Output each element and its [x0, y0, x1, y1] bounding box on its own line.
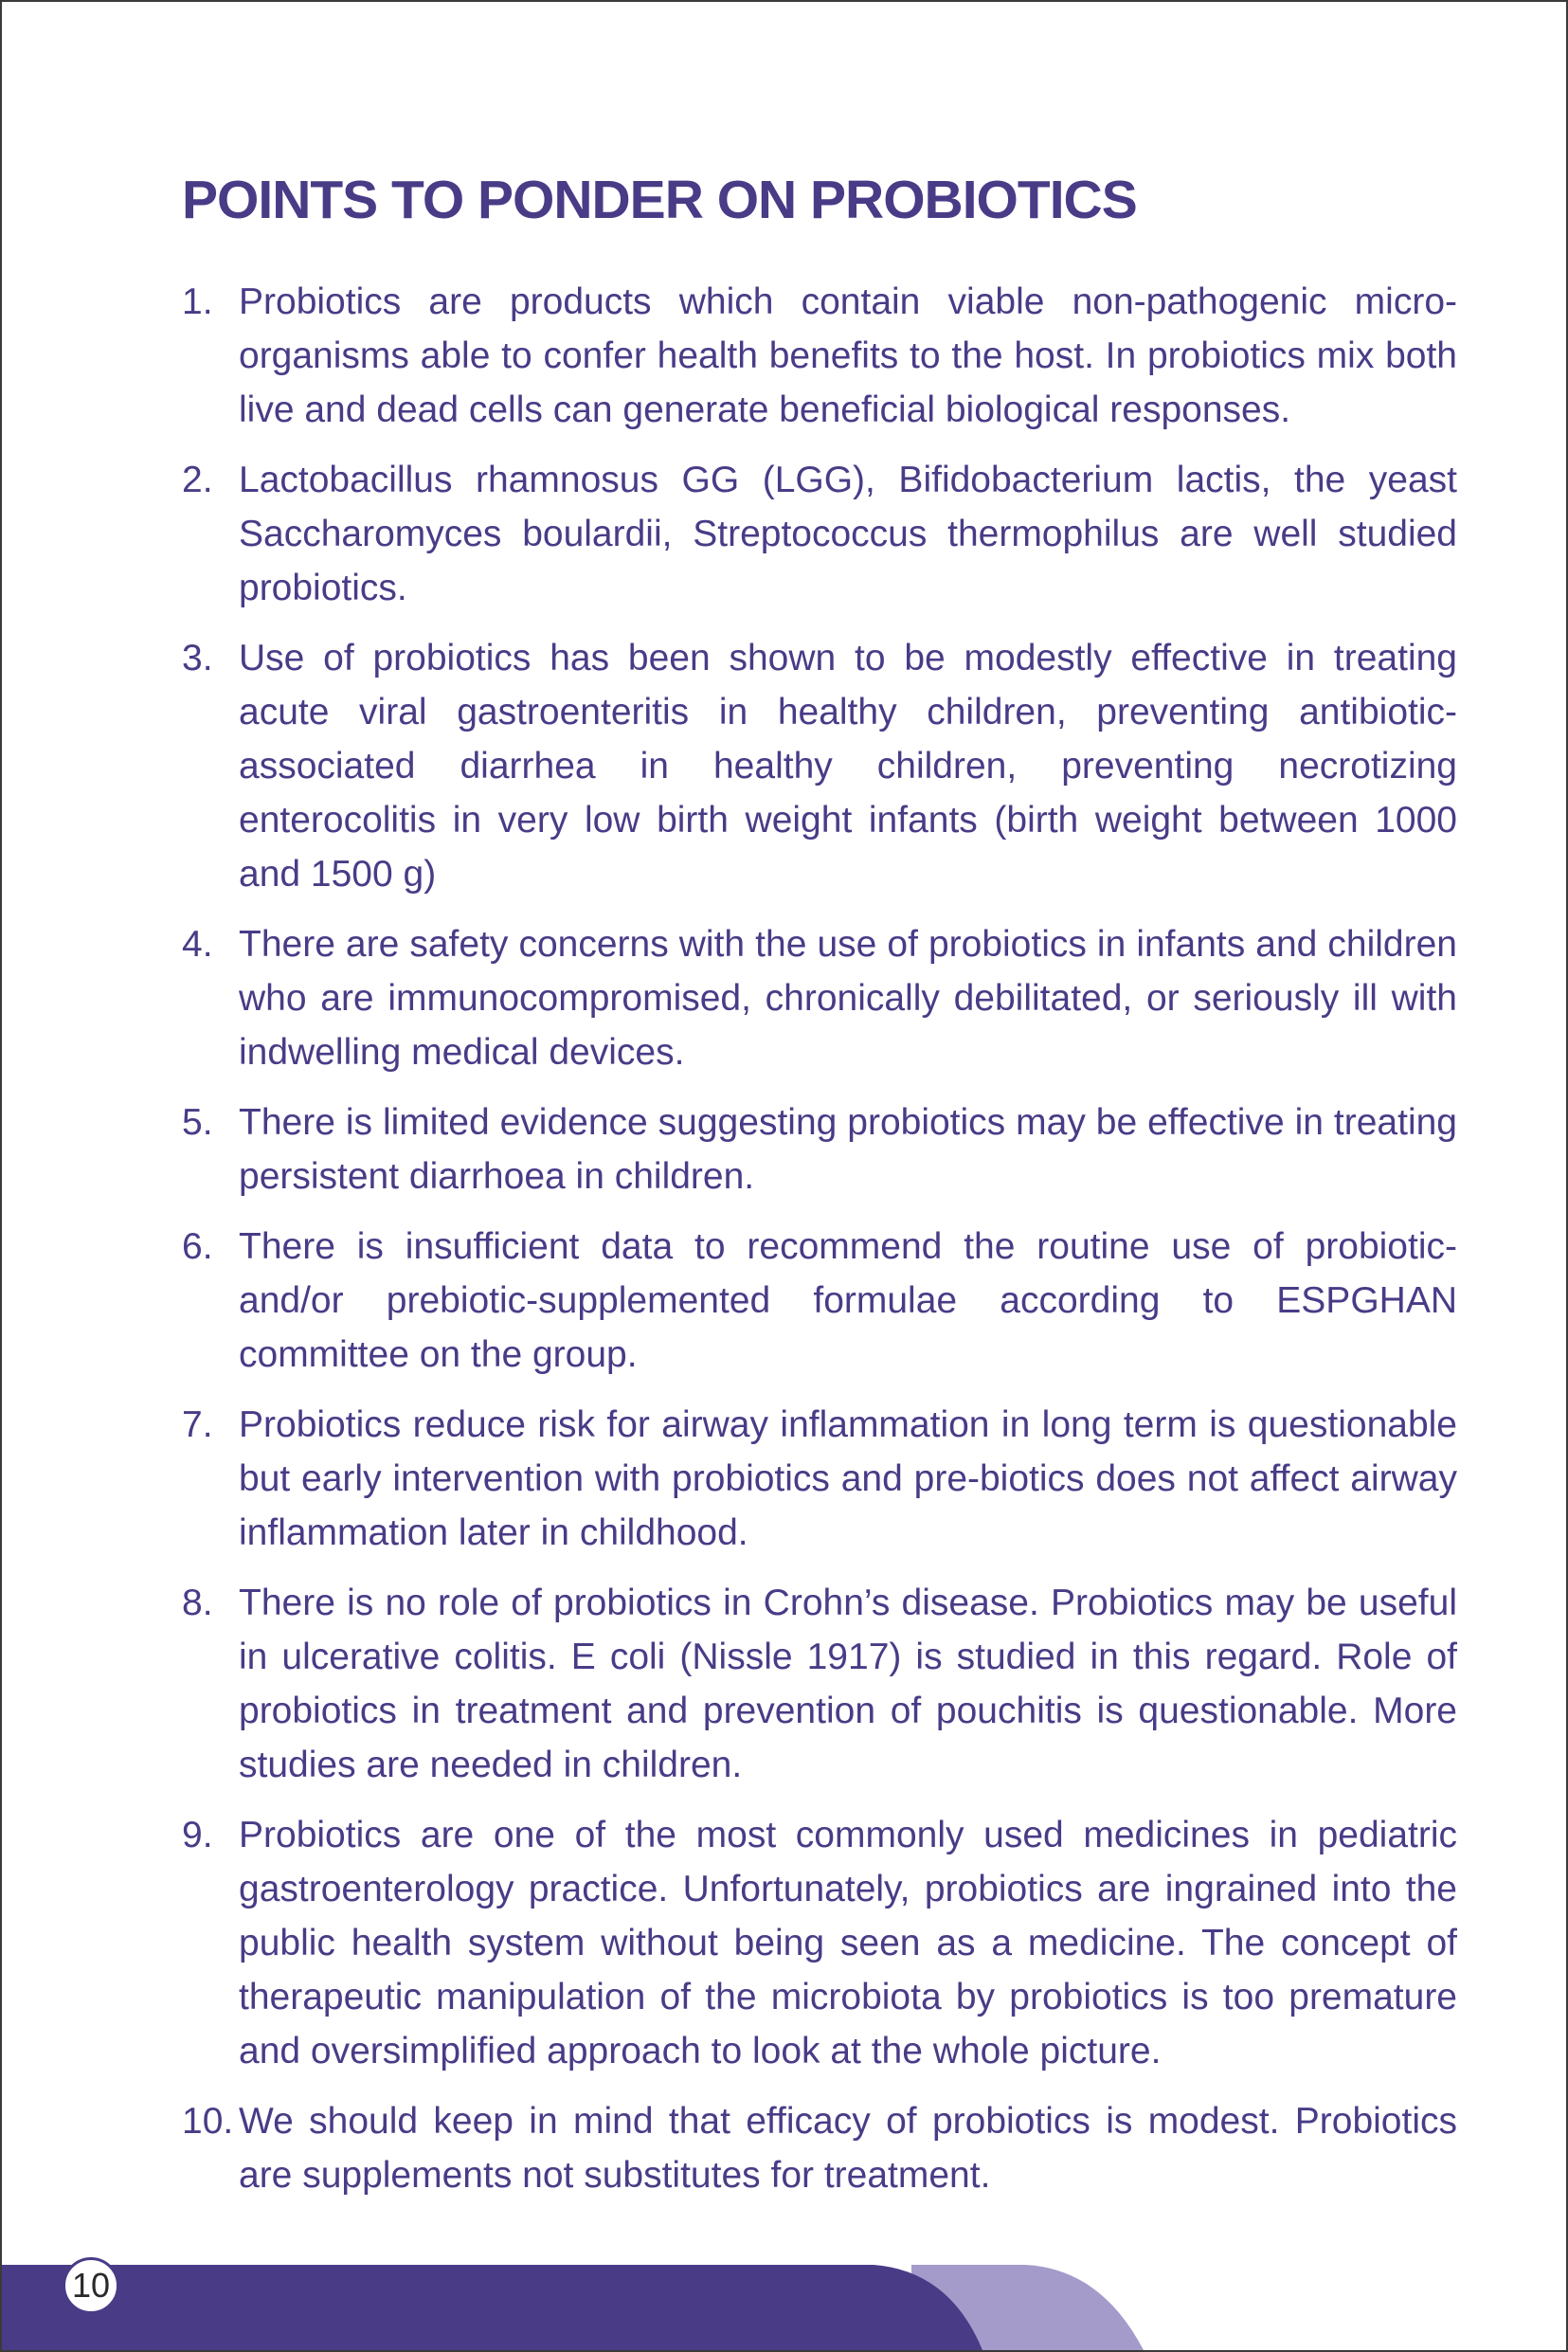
- page-title: POINTS TO PONDER ON PROBIOTICS: [182, 170, 1137, 230]
- list-item-text: There is insufficient data to recommend the routine use of probiotic- and/or prebiotic-supplemented formulae according to ESPGHAN committee on the group.: [239, 1226, 1457, 1375]
- list-item: [182, 631, 1457, 901]
- list-item-text: We should keep in mind that efficacy of probiotics is modest. Probiotics are supplements not substitutes for treatment.: [239, 2101, 1457, 2196]
- list-item-number: 3.: [182, 638, 213, 678]
- list-item-number: 7.: [182, 1404, 213, 1445]
- list-item-number: 5.: [182, 1102, 213, 1143]
- list-item: [182, 2094, 1457, 2202]
- points-list: [182, 275, 1457, 2218]
- list-item-number: 2.: [182, 460, 213, 500]
- list-item: [182, 917, 1457, 1079]
- list-item-text: There is no role of probiotics in Crohn’s disease. Probiotics may be useful in ulcerative colitis. E coli (Nissle 1917) is studied in this regard. Role of probiotics in treatment and prevention of pouchitis is questionable. More studies are needed in children.: [239, 1583, 1457, 1785]
- footer-band-dark-wave: [2, 2265, 982, 2350]
- list-item: [182, 275, 1457, 437]
- footer-band: [2, 2265, 1568, 2350]
- list-item-text: Probiotics are one of the most commonly used medicines in pediatric gastroenterology practice. Unfortunately, probiotics are ingrained into the public health system without being seen as a medicine. The concept of therapeutic manipulation of the microbiota by probiotics is too premature and oversimplified approach to look at the whole picture.: [239, 1815, 1457, 2072]
- list-item-text: Probiotics reduce risk for airway inflammation in long term is questionable but early intervention with probiotics and pre-biotics does not affect airway inflammation later in childhood.: [239, 1404, 1457, 1553]
- list-item-number: 1.: [182, 281, 213, 322]
- list-item: [182, 1576, 1457, 1792]
- page-number-badge: 10: [63, 2257, 119, 2314]
- list-item-text: Use of probiotics has been shown to be modestly effective in treating acute viral gastroenteritis in healthy children, preventing antibiotic-associated diarrhea in healthy children, preventing necrotizing enterocolitis in very low birth weight infants (birth weight between 1000 and 1500 g): [239, 638, 1457, 895]
- list-item-number: 10.: [182, 2101, 234, 2142]
- list-item-text: Lactobacillus rhamnosus GG (LGG), Bifidobacterium lactis, the yeast Saccharomyces boulardii, Streptococcus thermophilus are well studied probiotics.: [239, 460, 1457, 608]
- list-item: [182, 453, 1457, 615]
- list-item: [182, 1220, 1457, 1382]
- list-item-number: 4.: [182, 924, 213, 965]
- list-item-text: Probiotics are products which contain viable non-pathogenic micro-organisms able to confer health benefits to the host. In probiotics mix both live and dead cells can generate beneficial biological responses.: [239, 281, 1457, 430]
- list-item: [182, 1808, 1457, 2078]
- list-item: [182, 1398, 1457, 1560]
- list-item-number: 6.: [182, 1226, 213, 1267]
- list-item-text: There are safety concerns with the use of probiotics in infants and children who are immunocompromised, chronically debilitated, or seriously ill with indwelling medical devices.: [239, 924, 1457, 1073]
- list-item-text: There is limited evidence suggesting probiotics may be effective in treating persistent diarrhoea in children.: [239, 1102, 1457, 1197]
- list-item-number: 9.: [182, 1815, 213, 1855]
- list-item-number: 8.: [182, 1583, 213, 1623]
- list-item: [182, 1095, 1457, 1203]
